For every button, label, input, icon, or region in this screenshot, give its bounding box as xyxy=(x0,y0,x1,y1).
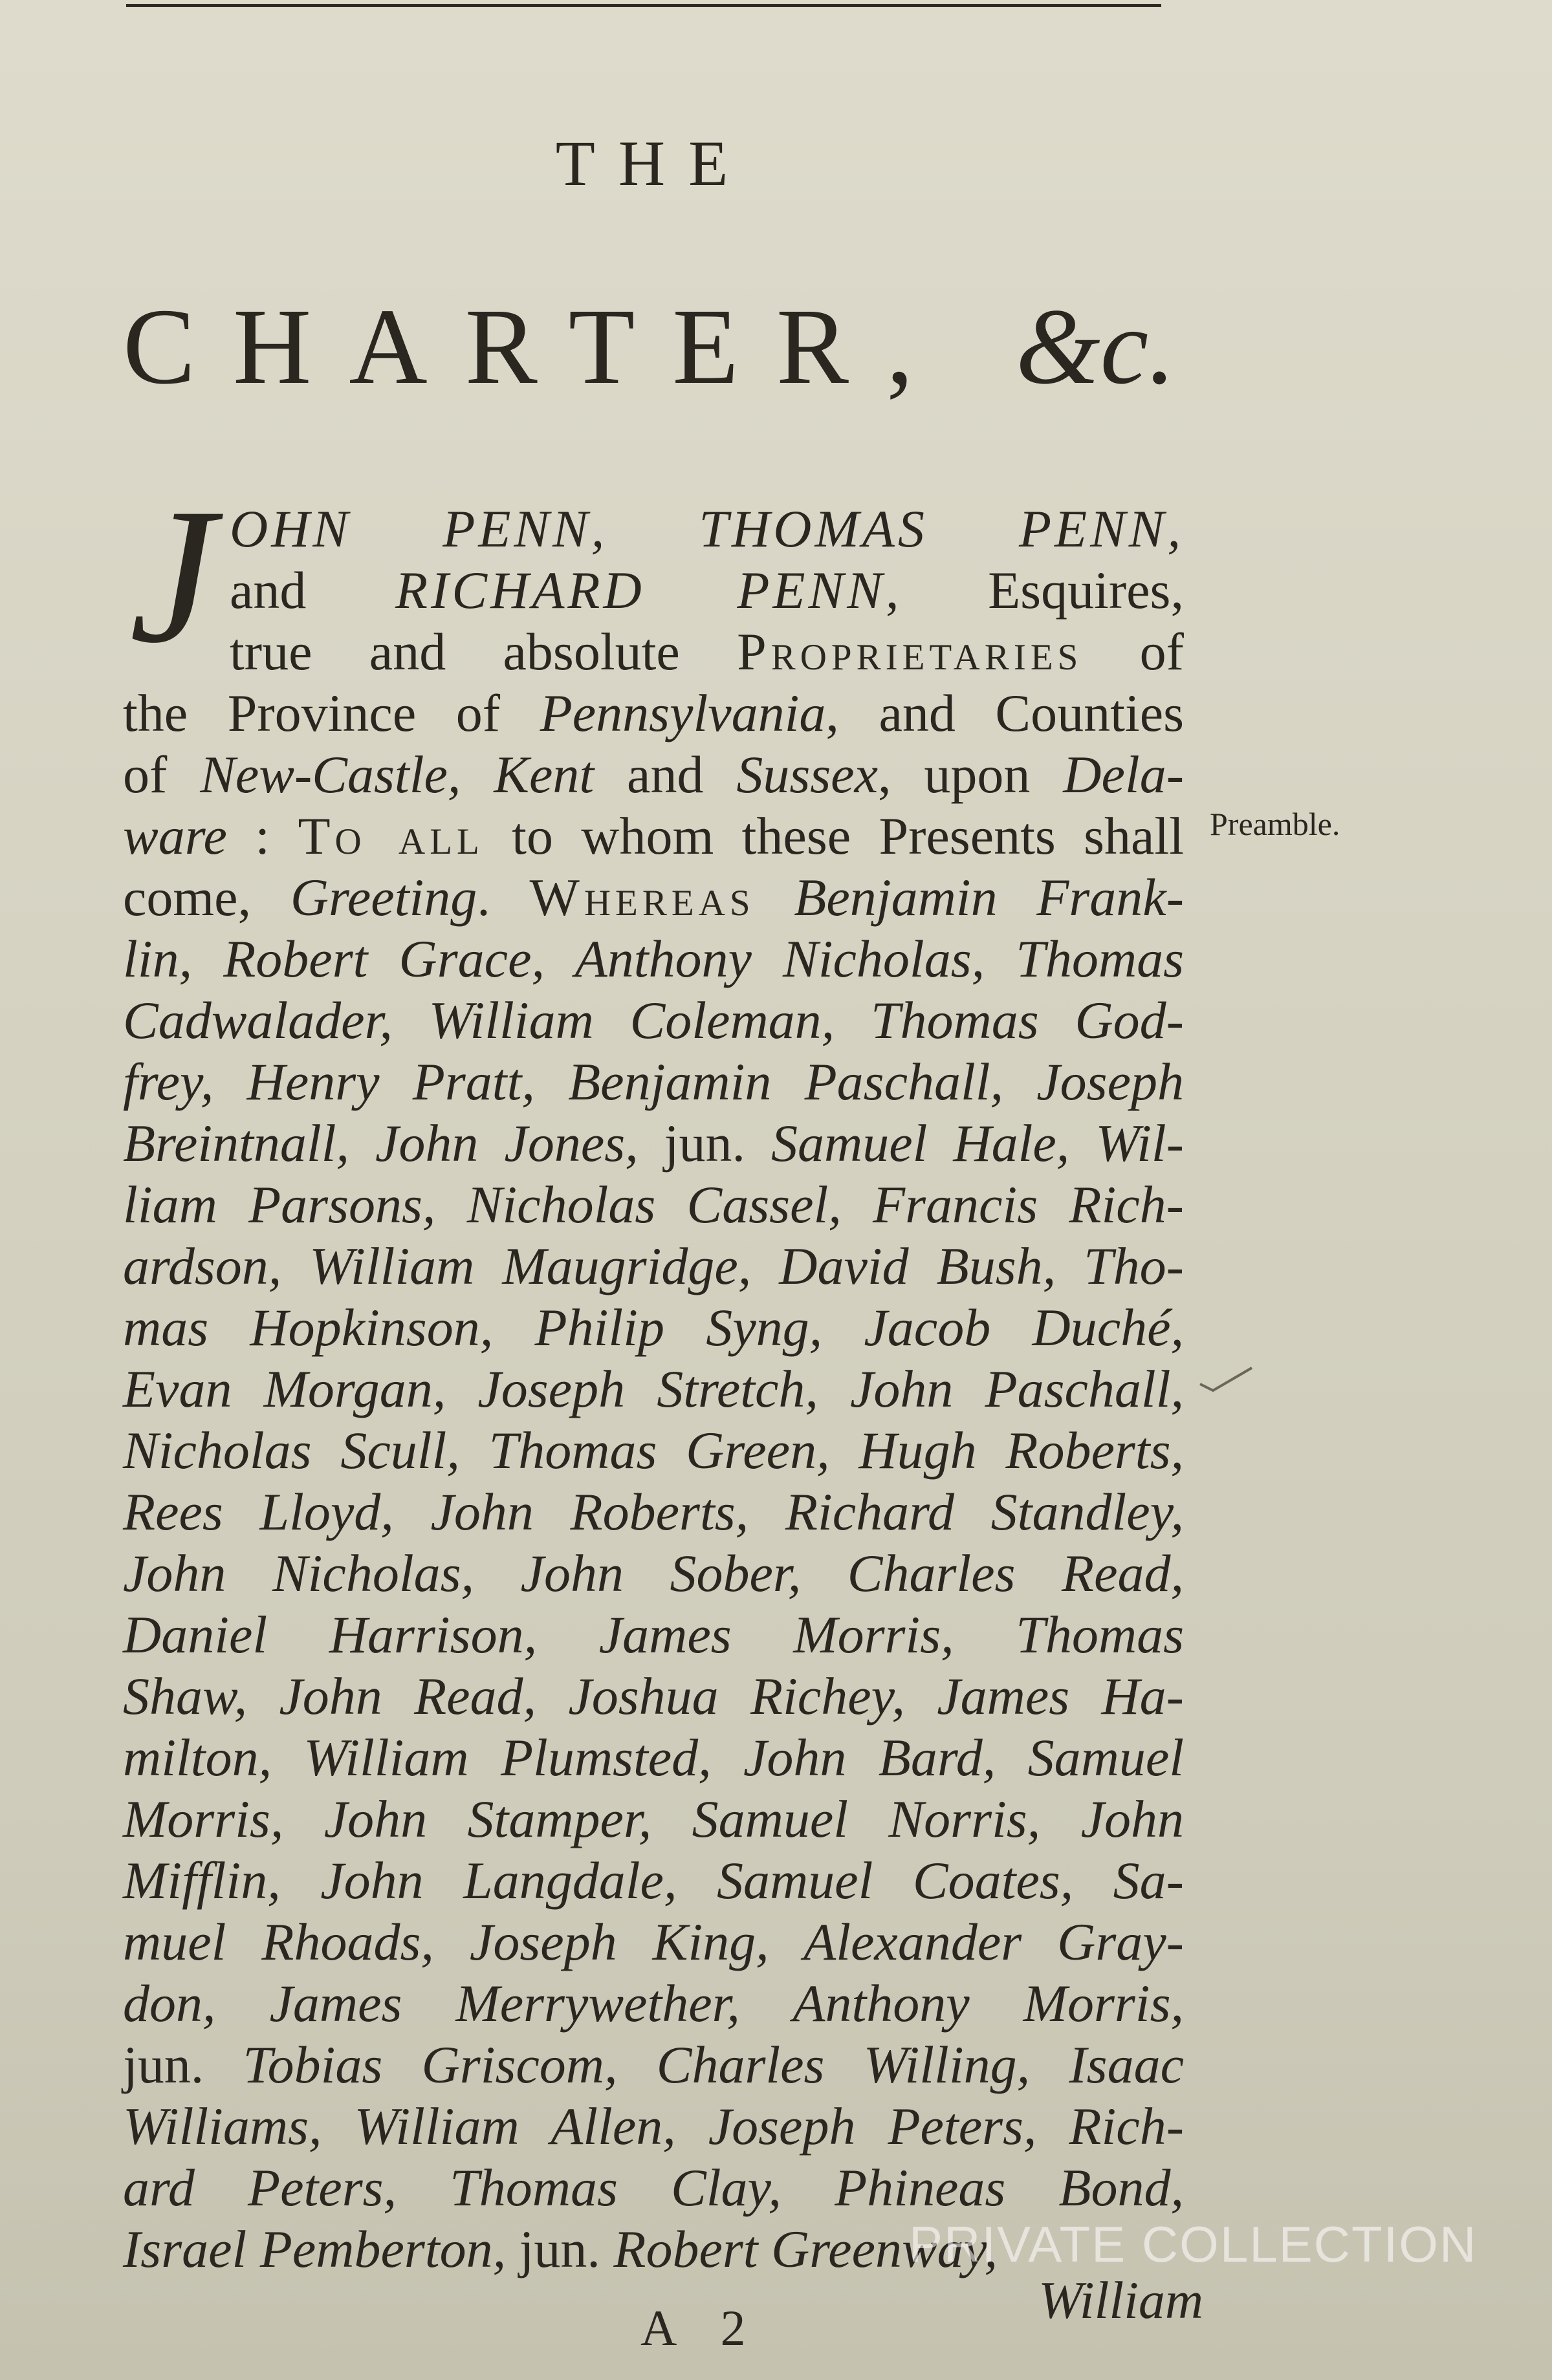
charter-text xyxy=(123,468,1185,2280)
text-line xyxy=(123,621,1184,682)
text-run: jun. xyxy=(664,1114,771,1173)
text-line xyxy=(123,1420,1184,1481)
text-run: Robert Greenway, xyxy=(613,2220,998,2278)
text-run: jun. xyxy=(123,2035,243,2094)
header-rule xyxy=(126,4,1161,7)
title-large xyxy=(123,285,1184,409)
title-charter: CHARTER, xyxy=(123,287,1016,407)
text-line xyxy=(123,682,1184,744)
text-run: jun. xyxy=(519,2220,614,2278)
text-line xyxy=(123,1604,1184,1665)
text-line xyxy=(123,1973,1184,2034)
text-line xyxy=(123,1112,1184,1174)
text-run: Sussex xyxy=(736,745,878,804)
text-run: Pennsylvania xyxy=(540,684,826,742)
text-line xyxy=(123,1542,1184,1604)
text-run: muel Rhoads, Joseph King, Alexander Gray- xyxy=(123,1912,1184,1971)
text-run: Shaw, John Read, Joshua Richey, James Ha- xyxy=(123,1667,1184,1726)
text-run: of xyxy=(123,745,201,804)
catchword: William xyxy=(1038,2271,1204,2330)
text-run: true and absolute xyxy=(230,622,738,681)
text-run: Israel Pemberton, xyxy=(123,2220,519,2278)
text-run: Tobias Griscom, Charles Willing, Isaac xyxy=(243,2035,1184,2094)
text-line xyxy=(123,1665,1184,1727)
text-run: RICHARD PENN xyxy=(395,561,886,620)
text-run: ard Peters, Thomas Clay, Phineas Bond, xyxy=(123,2158,1184,2217)
text-run: Williams, William Allen, Joseph Peters, Rich- xyxy=(123,2097,1184,2156)
text-line xyxy=(123,559,1184,621)
text-line xyxy=(123,1174,1184,1235)
title-small: THE xyxy=(555,127,752,199)
signature-mark: A 2 xyxy=(640,2300,763,2356)
text-run: the Province of xyxy=(123,684,540,742)
text-run: Breintnall, John Jones, xyxy=(123,1114,664,1173)
text-run: John Nicholas, John Sober, Charles Read, xyxy=(123,1544,1184,1603)
text-run: and xyxy=(230,561,396,620)
text-line xyxy=(123,1788,1184,1850)
drop-cap: J xyxy=(129,468,216,683)
text-run: Whereas xyxy=(529,868,755,927)
text-line xyxy=(123,1850,1184,1911)
text-line xyxy=(123,805,1184,867)
text-run: Proprietaries xyxy=(737,622,1083,681)
text-run: to whom these Presents shall xyxy=(483,806,1184,865)
text-run: of xyxy=(1082,622,1184,681)
text-run: milton, William Plumsted, John Bard, Samuel xyxy=(123,1728,1184,1787)
text-run: , upon xyxy=(877,745,1064,804)
text-run: , Esquires, xyxy=(885,561,1184,620)
text-run: Evan Morgan, Joseph Stretch, John Paschall, xyxy=(123,1359,1184,1418)
text-line xyxy=(123,744,1184,805)
text-run: To all xyxy=(298,806,484,865)
text-line xyxy=(123,1297,1184,1358)
text-line xyxy=(123,2095,1184,2157)
text-run: . xyxy=(477,868,530,927)
text-run: ardson, William Maugridge, David Bush, Tho- xyxy=(123,1237,1184,1295)
text-run: : xyxy=(226,806,298,865)
text-run: Greeting xyxy=(290,868,477,927)
text-line xyxy=(123,1911,1184,1973)
text-line xyxy=(123,867,1184,928)
text-run: liam Parsons, Nicholas Cassel, Francis Rich- xyxy=(123,1175,1184,1234)
text-run: Mifflin, John Langdale, Samuel Coates, Sa- xyxy=(123,1851,1184,1910)
text-run: Cadwalader, William Coleman, Thomas God- xyxy=(123,991,1184,1050)
title-etc: &c. xyxy=(1015,287,1176,407)
text-line xyxy=(123,1727,1184,1788)
text-line xyxy=(123,990,1184,1051)
text-line xyxy=(123,498,1184,559)
text-line xyxy=(123,1235,1184,1297)
text-run: Rees Lloyd, John Roberts, Richard Standley, xyxy=(123,1482,1184,1541)
text-line xyxy=(123,2157,1184,2218)
text-line xyxy=(123,1481,1184,1542)
text-run: New-Castle, Kent xyxy=(200,745,595,804)
text-run: Daniel Harrison, James Morris, Thomas xyxy=(123,1605,1184,1664)
text-run: OHN PENN, xyxy=(230,499,699,558)
text-run: mas Hopkinson, Philip Syng, Jacob Duché, xyxy=(123,1298,1184,1357)
text-run: frey, Henry Pratt, Benjamin Paschall, Joseph xyxy=(123,1052,1184,1111)
text-run: Morris, John Stamper, Samuel Norris, John xyxy=(123,1790,1184,1848)
text-run: don, James Merrywether, Anthony Morris, xyxy=(123,1974,1184,2033)
text-line xyxy=(123,1358,1184,1420)
text-run: ware xyxy=(123,806,227,865)
text-line xyxy=(123,2034,1184,2095)
text-run: Samuel Hale, Wil- xyxy=(771,1114,1184,1173)
text-run: Nicholas Scull, Thomas Green, Hugh Roberts, xyxy=(123,1421,1184,1480)
margin-note: Preamble. xyxy=(1210,806,1340,842)
text-line xyxy=(123,928,1184,990)
text-run: and xyxy=(594,745,737,804)
text-run: , and Counties xyxy=(825,684,1185,742)
text-run: come, xyxy=(123,868,290,927)
watermark: PRIVATE COLLECTION xyxy=(909,2216,1478,2273)
text-line xyxy=(123,1051,1184,1112)
pencil-check-icon xyxy=(1197,1365,1255,1394)
text-run: Dela- xyxy=(1063,745,1184,804)
text-run: lin, Robert Grace, Anthony Nicholas, Thomas xyxy=(123,929,1184,988)
text-run: THOMAS PENN, xyxy=(699,499,1185,558)
text-run: Benjamin Frank- xyxy=(754,868,1185,927)
